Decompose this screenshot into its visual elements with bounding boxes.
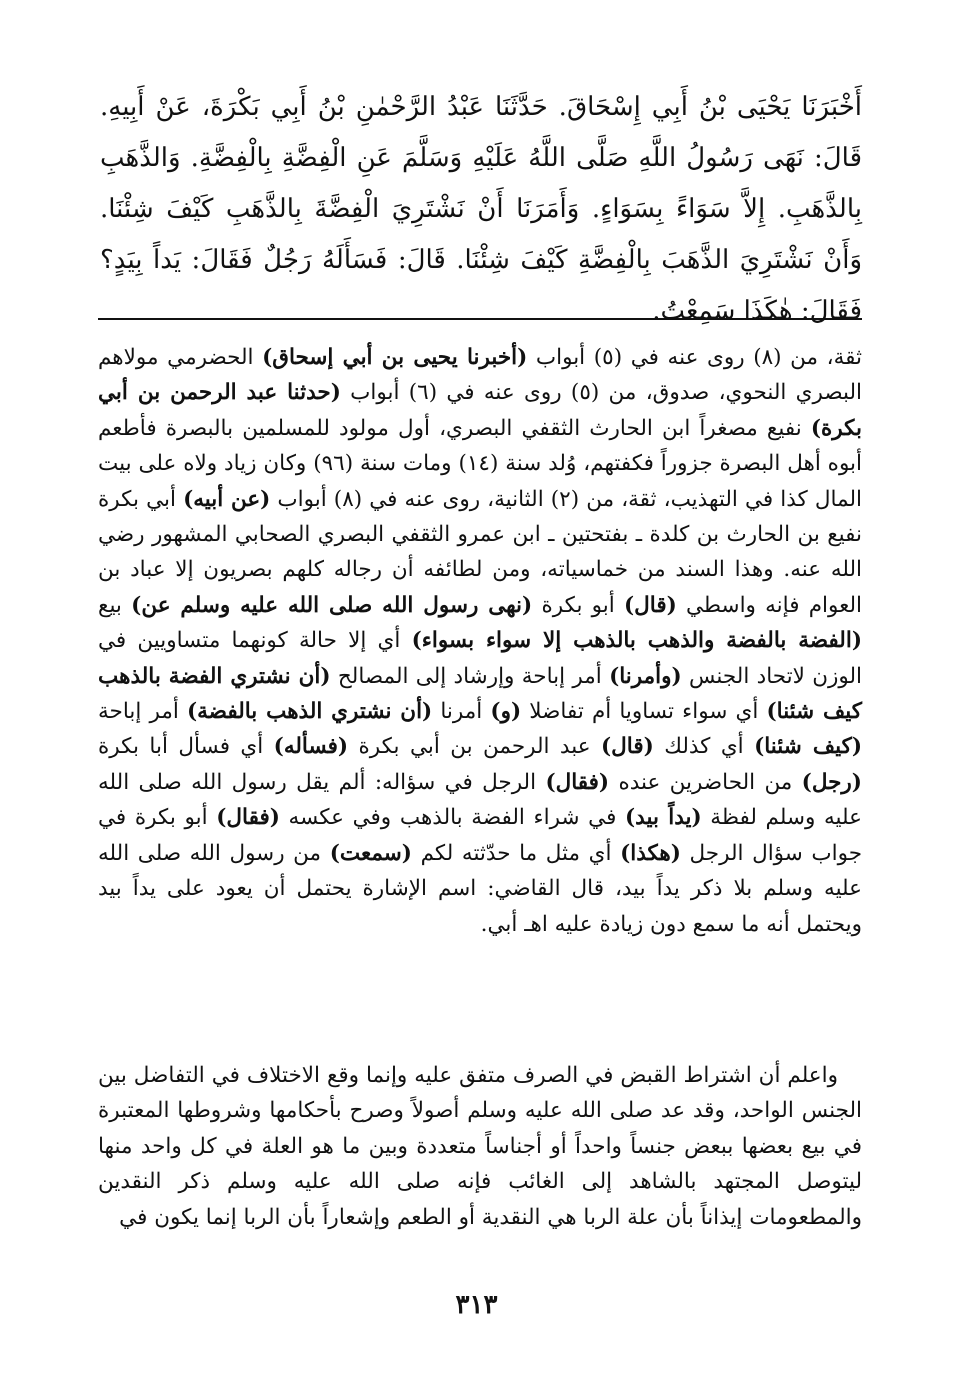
commentary-text: أبي بكرة نفيع بن الحارث بن كلدة ـ بفتحتين ـ ابن عمرو الثقفي البصري الصحابي المشهور رضي الله عنه. وهذا السند من خماسياته، ومن لطائفه أن رجاله كلهم بصريون إلا عباد بن العوام فإنه واسطي xyxy=(98,486,863,618)
hadith-text-block xyxy=(100,82,862,337)
commentary-block xyxy=(98,340,862,942)
page-number: ٣١٣ xyxy=(455,1290,498,1320)
commentary-text: أي سواء تساويا أم تفاضلا xyxy=(521,699,767,725)
commentary-quote: (هكذا) xyxy=(620,840,681,866)
commentary-text: أمر إباحة وإرشاد إلى المصالح xyxy=(330,663,610,689)
commentary-text: أي إلا حالة كونهما متساويين في الوزن لاتحاد الجنس xyxy=(98,628,862,689)
commentary-text: بيع xyxy=(98,592,132,618)
commentary-text: الرجل في سؤاله: ألم يقل رسول الله صلى الله عليه وسلم لفظة xyxy=(98,769,862,831)
commentary-text: الحضرمي مولاهم البصري النحوي، صدوق، من (٥) روى عنه في (٦) أبواب xyxy=(98,345,862,406)
commentary-quote: (كيف شئنا) xyxy=(754,734,863,760)
hadith-text: أَخْبَرَنَا يَحْيَى بْنُ أَبِي إِسْحَاقَ. حَدَّثَنَا عَبْدُ الرَّحْمٰنِ بْنُ أَبِي بَكْرَةَ، عَنْ أَبِيهِ. قَالَ: نَهَى رَسُولُ اللَّهِ صَلَّى اللَّهُ عَلَيْهِ وَسَلَّمَ عَنِ الْفِضَّةِ بِالْفِضَّةِ. وَالذَّهَبِ بِالذَّهَبِ. إِلاَّ سَوَاءً بِسَوَاءٍ. وَأَمَرَنَا أَنْ نَشْتَرِيَ الْفِضَّةَ بِالذَّهَبِ كَيْفَ شِئْنَا. وَأَنْ نَشْتَرِيَ الذَّهَبَ بِالْفِضَّةِ كَيْفَ شِئْنَا. قَالَ: فَسَأَلَهُ رَجُلٌ فَقَالَ: يَداً بِيَدٍ؟ فَقَالَ: هٰكَذَا سَمِعْتُ. xyxy=(100,92,862,326)
commentary-quote: (قال) xyxy=(600,734,654,760)
commentary-text: أبو بكرة xyxy=(532,592,624,618)
commentary-paragraph xyxy=(98,340,862,942)
commentary-text: نفيع مصغراً ابن الحارث الثقفي البصري، أول مولود للمسلمين بالبصرة فأطعم أبوه أهل البصرة جزوراً فكفتهم، وُلد سنة (١٤) ومات سنة (٩٦) وكان زياد ولاه على بيت المال كذا في التهذيب، ثقة، من (٢) الثانية، روى عنه في (٨) أبواب xyxy=(98,415,863,512)
commentary-quote: (فقال) xyxy=(545,769,610,795)
commentary-quote: (أخبرنا يحيى بن أبي إسحاق) xyxy=(262,345,528,370)
commentary-quote: (حدثنا عبد الرحمن بن أبي بكرة) xyxy=(98,380,862,441)
commentary-text: أمرنا xyxy=(432,699,491,725)
commentary-quote: (و) xyxy=(490,699,522,725)
commentary-text: أي فسأل أبا بكرة xyxy=(98,734,274,760)
commentary-text: أمر إباحة xyxy=(98,699,187,725)
commentary-text: ثقة، من (٨) روى عنه في (٥) أبواب xyxy=(527,345,862,370)
commentary-quote: (فقال) xyxy=(216,805,280,831)
commentary-text: أي كذلك xyxy=(653,734,755,760)
commentary-quote: (أن نشتري الذهب بالفضة) xyxy=(186,699,433,725)
commentary-text: عبد الرحمن بن أبي بكرة xyxy=(348,734,601,760)
commentary-text: أي مثل ما حدّثته لكم xyxy=(411,840,621,866)
commentary-quote: (يداً بيد) xyxy=(625,805,702,831)
commentary-text: من رسول الله صلى الله عليه وسلم بلا ذكر يداً بيد، قال القاضي: اسم الإشارة يحتمل أن يعود على يداً بيد ويحتمل أنه ما سمع دون زيادة عليه اهـ أبي. xyxy=(98,840,862,937)
commentary-quote: (رجل) xyxy=(801,769,862,795)
commentary-quote: (وأمرنا) xyxy=(609,663,682,689)
commentary-quote: (أن نشتري الفضة بالذهب كيف شئنا) xyxy=(98,663,862,725)
closing-paragraph: واعلم أن اشتراط القبض في الصرف متفق عليه وإنما وقع الاختلاف في التفاضل بين الجنس الواحد، وقد عد صلى الله عليه وسلم أصولاً وصرح بأحكامها وشروطها المعتبرة في بيع بعضها ببعض جنساً واحداً أو أجناساً متعددة وبين ما هو العلة في كل واحد منها ليتوصل المجتهد بالشاهد إلى الغائب فإنه صلى الله عليه وسلم ذكر النقدين والمطعومات إيذاناً بأن علة الربا هي النقدية أو الطعم وإشعاراً بأن الربا إنما يكون في xyxy=(98,1063,862,1230)
commentary-quote: (عن أبيه) xyxy=(183,486,271,512)
commentary-quote: (فسأله) xyxy=(273,734,349,760)
commentary-text: في شراء الفضة بالذهب وفي عكسه xyxy=(279,805,625,831)
commentary-text: من الحاضرين عنده xyxy=(609,769,802,795)
closing-paragraph-block xyxy=(98,1058,862,1235)
commentary-quote: (نهى رسول الله صلى الله عليه وسلم عن) xyxy=(131,592,533,618)
commentary-quote: (قال) xyxy=(623,592,677,618)
commentary-text: أبو بكرة في جواب سؤال الرجل xyxy=(98,805,863,866)
commentary-quote: (سمعت) xyxy=(329,840,412,866)
footnote-divider xyxy=(98,318,862,320)
commentary-quote: (الفضة بالفضة والذهب بالذهب إلا سواء بسواء) xyxy=(411,628,862,654)
